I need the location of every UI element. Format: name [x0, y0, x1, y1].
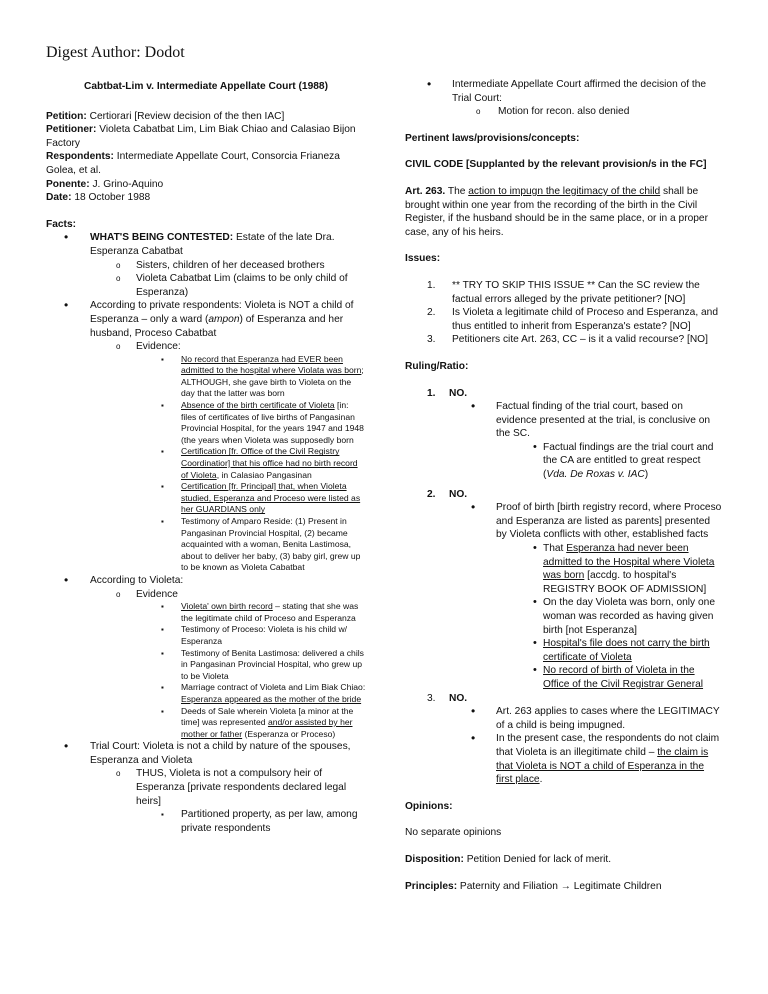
list-item: 3. Petitioners cite Art. 263, CC – is it a valid recourse? [NO]: [427, 334, 708, 346]
list-item: ▪ Certification [fr. Office of the Civil Registry Coordinatior] that his office had no birth record of Violeta, in Calasiao Pangasinan: [136, 446, 366, 481]
list-item: ▪ Absence of the birth certificate of Violeta [in: files of certificates of live births of Pangasinan Provincial Hospital, for the years 1947 and 1948 (the years when Violeta was supposedly born: [136, 400, 366, 446]
issues-list: [405, 279, 723, 347]
list-item: 2. Is Violeta a legitimate child of Proceso and Esperanza, and thus entitled to inherit from Esperanza's estate? [NO]: [427, 307, 718, 332]
list-item: o Sisters, children of her deceased brothers: [90, 259, 366, 273]
meta-petitioner: Petitioner: Violeta Cabatbat Lim, Lim Biak Chiao and Calasiao Bijon Factory: [46, 124, 356, 149]
list-item: • Proof of birth [birth registry record, where Proceso and Esperanza are listed as parents] presented by Violeta conflicts with other, established facts: [405, 501, 723, 542]
case-meta: [46, 110, 366, 205]
case-title: Cabtbat-Lim v. Intermediate Appellate Court (1988): [84, 81, 328, 92]
list-item: • On the day Violeta was born, only one woman was recorded as having given birth [not Esperanza]: [405, 596, 723, 637]
disposition: Disposition: Petition Denied for lack of merit.: [405, 853, 612, 865]
right-column: [405, 78, 723, 893]
list-item: • Intermediate Appellate Court affirmed the decision of the Trial Court: o Motion for recon. also denied: [405, 78, 723, 119]
list-item: ▪ Partitioned property, as per law, among private respondents: [136, 808, 366, 835]
list-item: • WHAT'S BEING CONTESTED: Estate of the late Dra. Esperanza Cabatbat o Sisters, children of her deceased brothers o Violeta Cabatbat Lim (claims to be only child of Esperanza): [46, 231, 366, 299]
left-column: [46, 78, 366, 835]
ruling-1: 1. NO.: [427, 387, 468, 399]
meta-ponente: Ponente: J. Grino-Aquino: [46, 178, 164, 190]
list-item: • Factual findings are the trial court and the CA are entitled to great respect (Vda. De Roxas v. IAC): [405, 441, 723, 482]
list-item: • In the present case, the respondents do not claim that Violeta is an illegitimate child – the claim is that Violeta is NOT a child of Esperanza in the first place.: [405, 732, 723, 786]
list-item: ▪ Certification [fr. Principal] that, when Violeta studied, Esperanza and Proceso were listed as her GUARDIANS only: [136, 481, 366, 516]
facts-list: [46, 231, 366, 835]
list-item: • Art. 263 applies to cases where the LEGITIMACY of a child is being impugned.: [405, 705, 723, 732]
list-item: • Hospital's file does not carry the birth certificate of Violeta: [405, 637, 723, 664]
list-item: • Trial Court: Violeta is not a child by nature of the spouses, Esperanza and Violeta o THUS, Violeta is not a compulsory heir of Esperanza [private respondents declared legal heirs] ▪ Partitioned property, as per law, among private respondents: [46, 740, 366, 835]
civil-code-heading: CIVIL CODE [Supplanted by the relevant provision/s in the FC]: [405, 159, 707, 171]
ruling-3: 3. NO.: [427, 692, 468, 704]
list-item: ▪ Marriage contract of Violeta and Lim Biak Chiao: Esperanza appeared as the mother of the bride: [136, 682, 366, 705]
opinions-heading: Opinions:: [405, 800, 453, 812]
article-263: Art. 263. The action to impugn the legitimacy of the child shall be brought within one year from the recording of the birth in the Civil Register, if the husband should be in the same place, or in a proper case, any of his heirs.: [405, 185, 708, 238]
list-item: • Factual finding of the trial court, based on evidence presented at the trial, is conclusive on the SC.: [405, 400, 723, 441]
ruling-heading: Ruling/Ratio:: [405, 360, 469, 372]
facts-heading: Facts:: [46, 218, 77, 230]
list-item: ▪ Testimony of Amparo Reside: (1) Present in Pangasinan Provincial Hospital, (2) became acquainted with a woman, Benita Lastimosa, about to deliver her baby, (3) baby girl, grew up to be known as Violeta Cabatbat: [136, 516, 366, 574]
list-item: • That Esperanza had never been admitted to the Hospital where Violeta was born [accdg. to hospital's REGISTRY BOOK OF ADMISSION]: [405, 542, 723, 596]
laws-heading: Pertinent laws/provisions/concepts:: [405, 132, 580, 144]
list-item: ▪ Violeta' own birth record – stating that she was the legitimate child of Proceso and Esperanza: [136, 601, 366, 624]
principles: Principles: Paternity and Filiation → Legitimate Children: [405, 880, 662, 892]
list-item: o Violeta Cabatbat Lim (claims to be only child of Esperanza): [90, 272, 366, 299]
list-item: ▪ Deeds of Sale wherein Violeta [a minor at the time] was represented and/or assisted by her mother or father (Esperanza or Proceso): [136, 706, 366, 741]
meta-date: Date: 18 October 1988: [46, 192, 151, 204]
opinions-text: No separate opinions: [405, 827, 502, 839]
list-item: o Evidence: ▪ No record that Esperanza had EVER been admitted to the hospital where Violata was born; ALTHOUGH, she gave birth to Violeta on the day that the latter was born ▪ Absence of the birth certificate of Violeta [in: files of certificates of live births of Pangasinan Provincial Hospital, for the years 1947 and 1948 (the years when Violeta was supposedly born ▪ Certification [fr. Office of the Civil Registry Coordinatior] that his office had no birth record of Violeta, in Calasiao Pangasinan ▪ Certification [fr. Principal] that, when Violeta studied, Esperanza and Proceso were listed as her GUARDIANS only ▪ Testimony of Amparo Reside: (1) Present in Pangasinan Provincial Hospital, (2) became acquainted with a woman, Benita Lastimosa, about to deliver her baby, (3) baby girl, grew up to be known as Violeta Cabatbat: [90, 340, 366, 574]
list-item: ▪ No record that Esperanza had EVER been admitted to the hospital where Violata was born; ALTHOUGH, she gave birth to Violeta on the day that the latter was born: [136, 354, 366, 400]
list-item: • According to Violeta: o Evidence ▪ Violeta' own birth record – stating that she was the legitimate child of Proceso and Esperanza ▪ Testimony of Proceso: Violeta is his child w/ Esperanza ▪ Testimony of Benita Lastimosa: delivered a chils in Pangasinan Provincial Hospital, who grew up to be Violeta ▪ Marriage contract of Violeta and Lim Biak Chiao: Esperanza appeared as the mother of the bride ▪ Deeds of Sale wherein Violeta [a minor at the time] was represented and/or assisted by her mother or father (Esperanza or Proceso): [46, 574, 366, 740]
list-item: o THUS, Violeta is not a compulsory heir of Esperanza [private respondents declared legal heirs] ▪ Partitioned property, as per law, among private respondents: [90, 767, 366, 835]
iac-list: [405, 78, 723, 119]
digest-author: Digest Author: Dodot: [46, 44, 185, 61]
list-item: • No record of birth of Violeta in the Office of the Civil Registrar General: [405, 664, 723, 691]
ruling-2: 2. NO.: [427, 488, 468, 500]
list-item: o Evidence ▪ Violeta' own birth record – stating that she was the legitimate child of Proceso and Esperanza ▪ Testimony of Proceso: Violeta is his child w/ Esperanza ▪ Testimony of Benita Lastimosa: delivered a chils in Pangasinan Provincial Hospital, who grew up to be Violeta ▪ Marriage contract of Violeta and Lim Biak Chiao: Esperanza appeared as the mother of the bride ▪ Deeds of Sale wherein Violeta [a minor at the time] was represented and/or assisted by her mother or father (Esperanza or Proceso): [90, 588, 366, 741]
list-item: ▪ Testimony of Proceso: Violeta is his child w/ Esperanza: [136, 624, 366, 647]
issues-heading: Issues:: [405, 253, 441, 265]
list-item: ▪ Testimony of Benita Lastimosa: delivered a chils in Pangasinan Provincial Hospital, who grew up to be Violeta: [136, 648, 366, 683]
meta-respondents: Respondents: Intermediate Appellate Court, Consorcia Frianeza Golea, et al.: [46, 151, 340, 176]
list-item: o Motion for recon. also denied: [405, 105, 723, 119]
list-item: 1. ** TRY TO SKIP THIS ISSUE ** Can the SC review the factual errors alleged by the private petitioner? [NO]: [427, 279, 700, 305]
meta-petition: Petition: Certiorari [Review decision of the then IAC]: [46, 110, 285, 122]
list-item: • According to private respondents: Violeta is NOT a child of Esperanza – only a ward (ampon) of Esperanza and her husband, Proceso Cabatbat o Evidence: ▪ No record that Esperanza had EVER been admitted to the hospital where Violata was born; ALTHOUGH, she gave birth to Violeta on the day that the latter was born ▪ Absence of the birth certificate of Violeta [in: files of certificates of live births of Pangasinan Provincial Hospital, for the years 1947 and 1948 (the years when Violeta was supposedly born ▪ Certification [fr. Office of the Civil Registry Coordinatior] that his office had no birth record of Violeta, in Calasiao Pangasinan ▪ Certification [fr. Principal] that, when Violeta studied, Esperanza and Proceso were listed as her GUARDIANS only ▪ Testimony of Amparo Reside: (1) Present in Pangasinan Provincial Hospital, (2) became acquainted with a woman, Benita Lastimosa, about to deliver her baby, (3) baby girl, grew up to be known as Violeta Cabatbat: [46, 299, 366, 574]
